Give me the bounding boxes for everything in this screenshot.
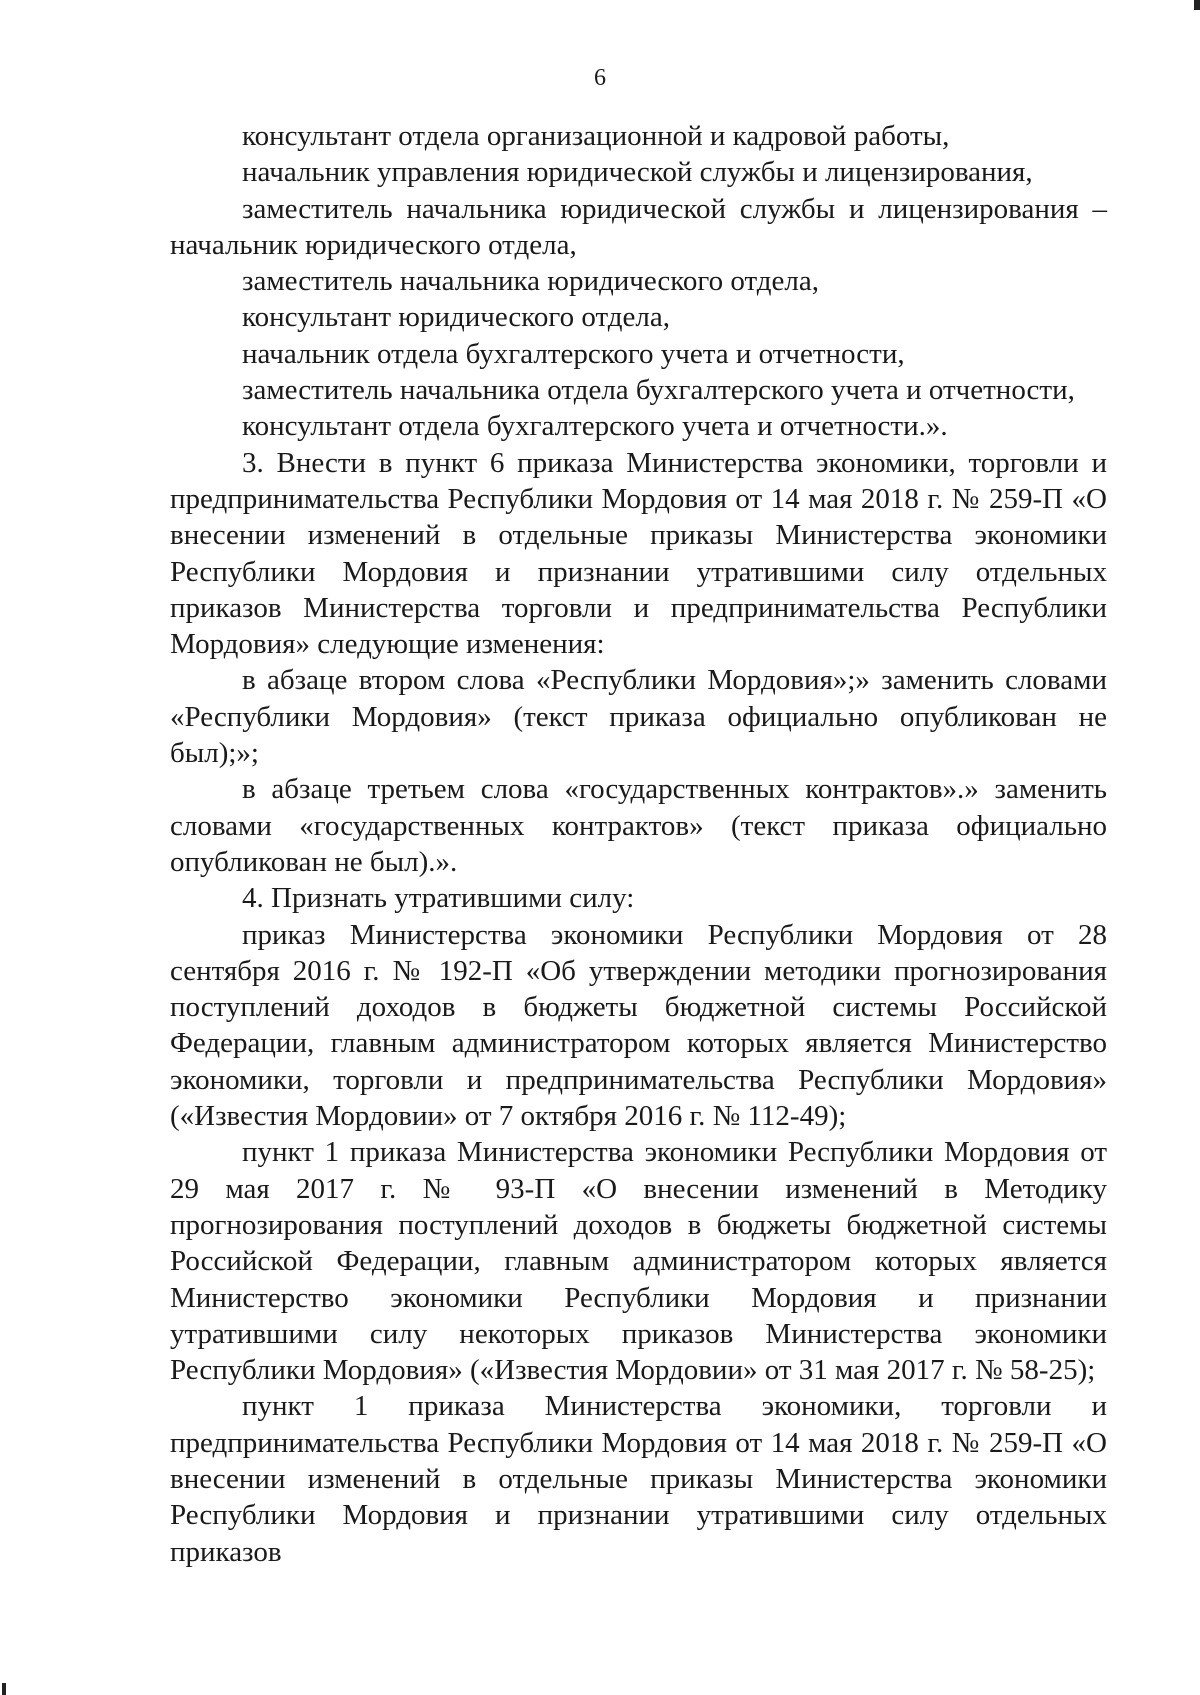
paragraph: 4. Признать утратившими силу: (242, 882, 635, 915)
paragraph: начальник управления юридической службы и лицензирования, (242, 156, 1033, 189)
document-body (170, 118, 1107, 1570)
paragraph: в абзаце втором слова «Республики Мордовия»;» заменить словами «Республики Мордовия» (текст приказа официально опубликован не был);»; (170, 664, 1107, 770)
scan-edge-mark (2, 1683, 6, 1695)
paragraph: в абзаце третьем слова «государственных контрактов».» заменить словами «государственных контрактов» (текст приказа официально опубликован не был).». (170, 773, 1107, 878)
page-number: 6 (594, 65, 606, 91)
paragraph: консультант отдела организационной и кадровой работы, (242, 120, 950, 152)
scan-edge-mark (1194, 0, 1200, 10)
paragraph: начальник отдела бухгалтерского учета и отчетности, (242, 337, 905, 370)
paragraph: заместитель начальника отдела бухгалтерского учета и отчетности, (242, 374, 1075, 407)
paragraph: пункт 1 приказа Министерства экономики Республики Мордовия от 29 мая 2017 г. № 93-П «О внесении изменений в Методику прогнозирования поступлений доходов в бюджеты бюджетной системы Российской Федерации, главным администратором которых является Министерство экономики Республики Мордовия и признании утратившими силу некоторых приказов Министерства экономики Республики Мордовия» («Известия Мордовии» от 31 мая 2017 г. № 58-25); (170, 1136, 1107, 1387)
paragraph: заместитель начальника юридического отдела, (242, 265, 819, 298)
paragraph: приказ Министерства экономики Республики Мордовия от 28 сентября 2016 г. № 192-П «Об утверждении методики прогнозирования поступлений доходов в бюджеты бюджетной системы Российской Федерации, главным администратором которых является Министерство экономики, торговли и предпринимательства Республики Мордовия» («Известия Мордовии» от 7 октября 2016 г. № 112-49); (170, 918, 1107, 1133)
paragraph: заместитель начальника юридической службы и лицензирования – начальник юридического отдела, (170, 192, 1107, 261)
paragraph: пункт 1 приказа Министерства экономики, торговли и предпринимательства Республики Мордовия от 14 мая 2018 г. № 259-П «О внесении изменений в отдельные приказы Министерства экономики Республики Мордовия и признании утратившими силу отдельных приказов (170, 1390, 1107, 1568)
paragraph: консультант отдела бухгалтерского учета и отчетности.». (242, 410, 948, 443)
paragraph: 3. Внести в пункт 6 приказа Министерства экономики, торговли и предпринимательства Республики Мордовия от 14 мая 2018 г. № 259-П «О внесении изменений в отдельные приказы Министерства экономики Республики Мордовия и признании утратившими силу отдельных приказов Министерства торговли и предпринимательства Республики Мордовия» следующие изменения: (170, 446, 1107, 661)
paragraph: консультант юридического отдела, (242, 301, 670, 334)
